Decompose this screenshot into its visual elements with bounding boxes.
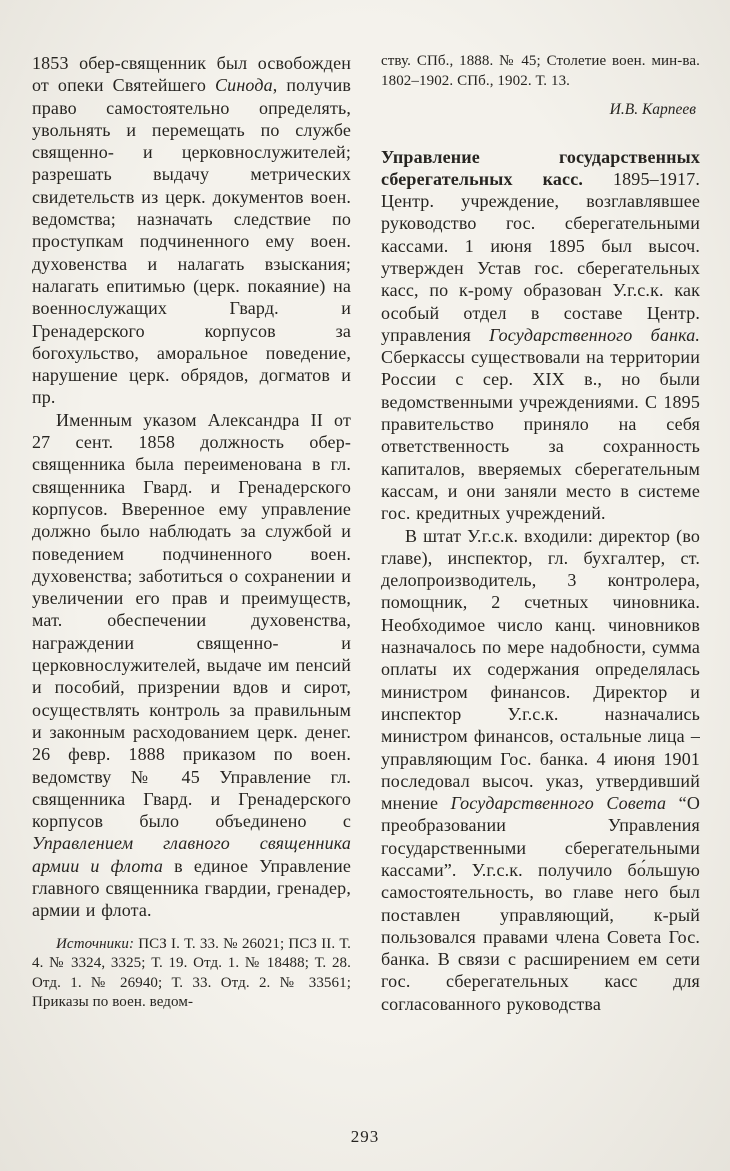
- text-run: 1895–1917. Центр. учреждение, возглавлявшее руководство гос. сберегательными кассами. 1 июня 1895 был высоч. утвержден Устав гос. сберегательных касс, по к-рому образован У.г.с.к. как особый отдел в составе Центр. управления: [381, 168, 700, 345]
- text-run: “О преобразовании Управления государственными сберегательными кассами”. У.г.с.к. получило бо́льшую самостоятельность, во главе него был поставлен управляющий, к-рый пользовался правами члена Совета Гос. банка. В связи с расширением ем сети гос. сберегательных касс для согласованного руководства: [381, 793, 700, 1014]
- text-run: В штат У.г.с.к. входили: директор (во главе), инспектор, гл. бухгалтер, ст. делопроизводитель, 3 контролера, помощник, 2 счетных чиновника. Необходимое число канц. чиновников назначалось по мере надобности, сумма оплаты их содержания определялась министром финансов. Директор и инспектор У.г.с.к. назначались министром финансов, остальные лица – управляющим Гос. банка. 4 июня 1901 последовал высоч. указ, утвердивший мнение: [381, 525, 700, 814]
- text-run: 1853 обер-священник был освобожден от опеки Святейшего: [32, 53, 351, 96]
- text-run: , получив право самостоятельно определять, увольнять и перемещать по службе священно- и церковнослужителей; разрешать выдачу метрических свидетельств из церк. документов воен. ведомства; назначать следствие по проступкам подчиненного ему воен. духовенства и налагать взыскания; налагать епитимью (церк. покаяние) на военнослужащих Гвард. и Гренадерского корпусов за богохульство, аморальное поведение, нарушение церк. обрядов, догматов и пр.: [32, 75, 351, 408]
- italic-text: Источники:: [56, 935, 135, 952]
- sources: [32, 935, 351, 1013]
- text-run: в единое Управление главного священника гвардии, гренадер, армии и флота.: [32, 855, 351, 921]
- text-run: ству. СПб., 1888. № 45; Столетие воен. мин-ва. 1802–1902. СПб., 1902. Т. 13.: [381, 53, 700, 89]
- bold-text: Управление государственных сберегательных касс.: [381, 146, 700, 189]
- paragraph: [381, 525, 700, 1016]
- italic-text: Управлением главного священника армии и флота: [32, 833, 351, 876]
- references-continued: [381, 52, 700, 91]
- italic-text: Государственного банка.: [489, 324, 700, 345]
- text-run: Сберкассы существовали на территории России с сер. XIX в., но были ведомственными учреждениями. С 1895 правительство приняло на себя ответственность за сохранность капиталов, вверяемых сберегательным кассам, и они заняли место в системе гос. кредитных учреждений.: [381, 347, 700, 524]
- article-lead-paragraph: [381, 146, 700, 525]
- italic-text: И.В. Карпеев: [609, 101, 696, 118]
- author-byline: [381, 100, 696, 120]
- left-column: [32, 52, 351, 1015]
- paragraph-continued: [32, 52, 351, 409]
- right-column: [381, 52, 700, 1015]
- italic-text: Синода: [215, 75, 273, 96]
- text-run: Именным указом Александра II от 27 сент. 1858 должность обер-священника была переименована в гл. священника Гвард. и Гренадерского корпусов. Вверенное ему управление должно было наблюдать за службой и поведением подчиненного воен. духовенства; заботиться о сохранении и увеличении его прав и преимуществ, мат. обеспечении духовенства, награждении священно- и церковнослужителей, выдаче им пенсий и пособий, призрении вдов и сирот, осуществлять контроль за правильным и законным расходованием церк. денег. 26 февр. 1888 приказом по воен. ведомству № 45 Управление гл. священника Гвард. и Гренадерского корпусов было объединено с: [32, 409, 351, 832]
- italic-text: Государственного Совета: [450, 793, 667, 814]
- paragraph: [32, 409, 351, 922]
- text-run: ПСЗ I. Т. 33. № 26021; ПСЗ II. Т. 4. № 3324, 3325; Т. 19. Отд. 1. № 18488; Т. 28. Отд. 1. № 26940; Т. 33. Отд. 2. № 33561; Приказы по воен. ведом-: [32, 935, 351, 1011]
- page-number: 293: [350, 1127, 380, 1146]
